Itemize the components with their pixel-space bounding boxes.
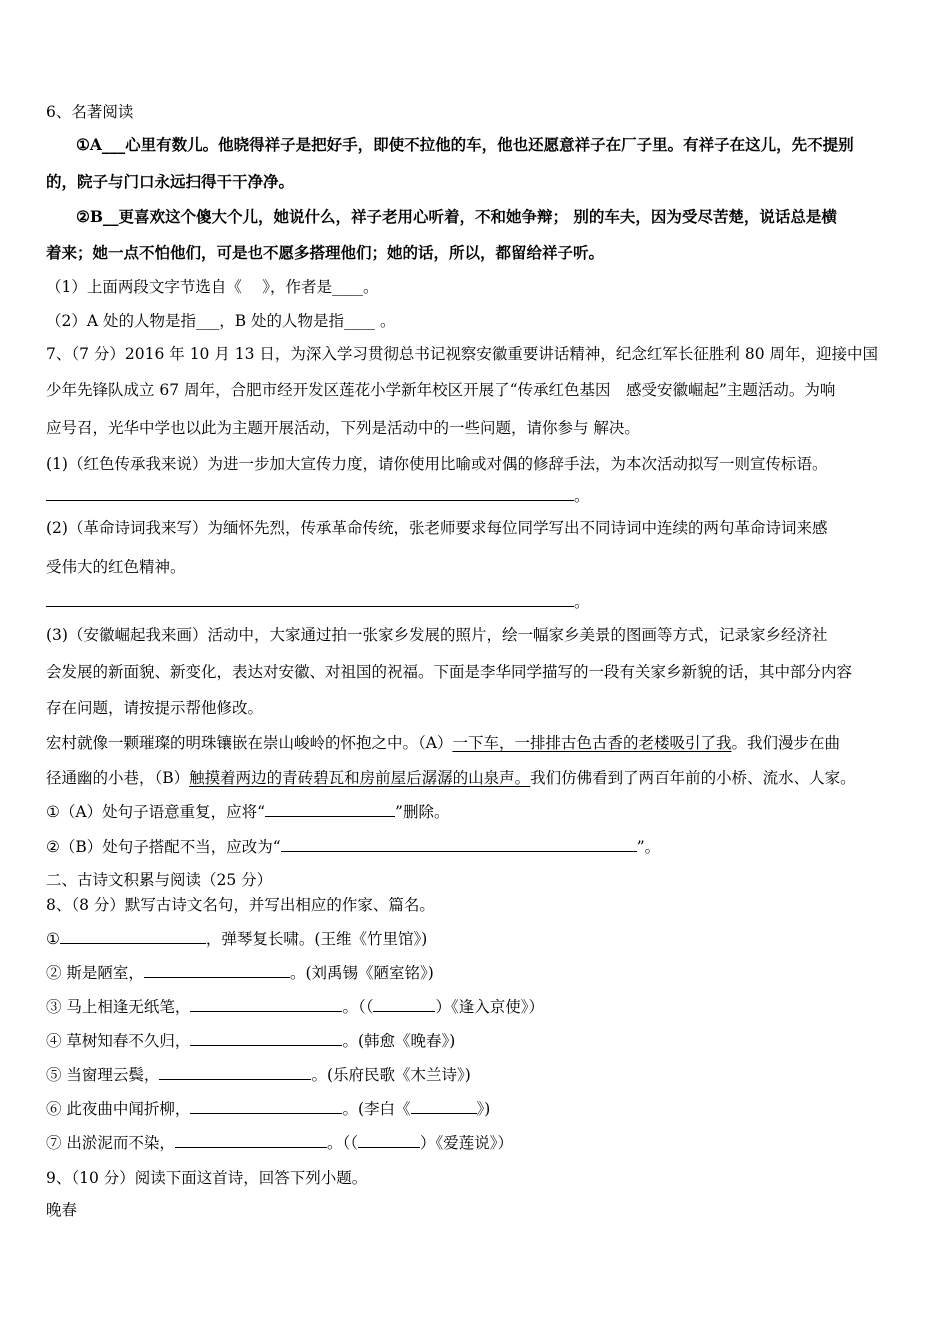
q8-item-5 xyxy=(46,1063,908,1087)
q7-fix-a xyxy=(46,800,908,824)
answer-blank[interactable] xyxy=(144,962,290,978)
item-text: 。(韩愈《晚春》) xyxy=(342,1032,456,1050)
answer-blank[interactable] xyxy=(46,591,574,607)
section-2-heading: 二、古诗文积累与阅读（25 分） xyxy=(46,871,273,889)
q8-item-7 xyxy=(46,1131,908,1155)
answer-blank[interactable] xyxy=(358,1132,420,1148)
answer-blank[interactable] xyxy=(373,996,435,1012)
underlined-sentence-a: 一下车，一排排古色古香的老楼吸引了我 xyxy=(452,734,732,752)
q6-passage2-line1: ②B__更喜欢这个傻大个儿，她说什么，祥子老用心听着，不和她争辩； 别的车夫，因为受尽苦楚，说话总是横 xyxy=(76,207,837,226)
q7-passage-line1 xyxy=(46,731,908,755)
period: 。 xyxy=(574,487,590,505)
q7-intro-line2: 少年先锋队成立 67 周年，合肥市经开发区莲花小学新年校区开展了“传承红色基因 感受安徽崛起”主题活动。为响 xyxy=(46,381,836,399)
fix-text: ”删除。 xyxy=(395,803,450,821)
q7-subquestion-3-line3: 存在问题，请按提示帮他修改。 xyxy=(46,699,264,717)
q7-subquestion-3-line1: (3)（安徽崛起我来画）活动中，大家通过拍一张家乡发展的照片，绘一幅家乡美景的图画等方式，记录家乡经济社 xyxy=(46,626,828,644)
q6-subquestion-1: （1）上面两段文字节选自《 》，作者是____。 xyxy=(46,278,379,296)
q7-subquestion-2-line2: 受伟大的红色精神。 xyxy=(46,558,186,576)
answer-blank[interactable] xyxy=(190,1030,342,1046)
q7-answer-line-2 xyxy=(46,590,908,614)
q7-subquestion-3-line2: 会发展的新面貌、新变化，表达对安徽、对祖国的祝福。下面是李华同学描写的一段有关家乡新貌的话，其中部分内容 xyxy=(46,663,853,681)
item-text: ③ 马上相逢无纸笔， xyxy=(46,998,191,1016)
fix-text: ②（B）处句子搭配不当，应改为“ xyxy=(46,838,281,856)
item-text: 。(刘禹锡《陋室铭》) xyxy=(289,964,434,982)
q7-intro-line1: 7、（7 分）2016 年 10 月 13 日，为深入学习贯彻总书记视察安徽重要讲话精神，纪念红军长征胜利 80 周年，迎接中国 xyxy=(46,345,879,363)
q6-passage1-line1: ①A___心里有数儿。他晓得祥子是把好手，即使不拉他的车，他也还愿意祥子在厂子里。有祥子在这儿，先不提别 xyxy=(76,135,854,154)
item-text: 。(李白《 xyxy=(342,1100,411,1118)
q7-answer-line-1 xyxy=(46,484,908,508)
answer-blank[interactable] xyxy=(411,1098,477,1114)
q8-item-6 xyxy=(46,1097,908,1121)
passage-text: 我们仿佛看到了两百年前的小桥、流水、人家。 xyxy=(530,769,856,787)
q8-item-1 xyxy=(46,927,908,951)
answer-blank[interactable] xyxy=(265,801,395,817)
answer-blank[interactable] xyxy=(190,1098,342,1114)
answer-blank[interactable] xyxy=(46,485,574,501)
answer-blank[interactable] xyxy=(60,928,206,944)
item-text: 。(乐府民歌《木兰诗》) xyxy=(311,1066,471,1084)
item-text: ⑥ 此夜曲中闻折柳， xyxy=(46,1100,191,1118)
q8-item-2 xyxy=(46,961,908,985)
q7-passage-line2 xyxy=(46,766,908,790)
item-text: ④ 草树知春不久归， xyxy=(46,1032,191,1050)
answer-blank[interactable] xyxy=(190,996,342,1012)
passage-text: 。我们漫步在曲 xyxy=(731,734,840,752)
item-text: 。（（ xyxy=(342,998,374,1016)
item-number: ① xyxy=(46,930,60,948)
fix-text: ①（A）处句子语意重复，应将“ xyxy=(46,803,266,821)
q8-title: 8、（8 分）默写古诗文名句，并写出相应的作家、篇名。 xyxy=(46,896,435,914)
q6-passage1-line2: 的，院子与门口永远扫得干干净净。 xyxy=(46,172,295,191)
item-text: ）《逢入京使》） xyxy=(435,998,544,1016)
q8-item-4 xyxy=(46,1029,908,1053)
answer-blank[interactable] xyxy=(281,836,637,852)
item-text: ）《爱莲说》） xyxy=(419,1134,513,1152)
fix-text: ”。 xyxy=(636,838,661,856)
passage-text: 径通幽的小巷，（B） xyxy=(46,769,190,787)
item-text: 》) xyxy=(476,1100,491,1118)
item-text: ⑤ 当窗理云鬓， xyxy=(46,1066,160,1084)
item-text: ② 斯是陋室， xyxy=(46,964,144,982)
q6-passage2-line2: 着来；她一点不怕他们，可是也不愿多搭理他们；她的话，所以，都留给祥子听。 xyxy=(46,243,605,262)
q8-item-3 xyxy=(46,995,908,1019)
q7-intro-line3: 应号召，光华中学也以此为主题开展活动，下列是活动中的一些问题，请你参与 解决。 xyxy=(46,419,640,437)
answer-blank[interactable] xyxy=(175,1132,327,1148)
period: 。 xyxy=(574,593,590,611)
q9-poem-title: 晚春 xyxy=(46,1201,78,1219)
underlined-sentence-b: 触摸着两边的青砖碧瓦和房前屋后潺潺的山泉声。 xyxy=(189,769,531,787)
item-text: ，弹琴复长啸。(王维《竹里馆》) xyxy=(205,930,428,948)
q7-subquestion-2-line1: (2)（革命诗词我来写）为缅怀先烈，传承革命传统，张老师要求每位同学写出不同诗词中连续的两句革命诗词来感 xyxy=(46,519,828,537)
item-text: 。（（ xyxy=(326,1134,358,1152)
q6-title: 6、名著阅读 xyxy=(46,103,134,121)
q9-title: 9、（10 分）阅读下面这首诗，回答下列小题。 xyxy=(46,1169,368,1187)
item-text: ⑦ 出淤泥而不染， xyxy=(46,1134,175,1152)
passage-text: 宏村就像一颗璀璨的明珠镶嵌在崇山峻岭的怀抱之中。（A） xyxy=(46,734,453,752)
q7-fix-b xyxy=(46,835,908,859)
answer-blank[interactable] xyxy=(159,1064,311,1080)
q7-subquestion-1: (1)（红色传承我来说）为进一步加大宣传力度，请你使用比喻或对偶的修辞手法，为本次活动拟写一则宣传标语。 xyxy=(46,455,828,473)
q6-subquestion-2: （2）A 处的人物是指___，B 处的人物是指____ 。 xyxy=(46,312,396,330)
